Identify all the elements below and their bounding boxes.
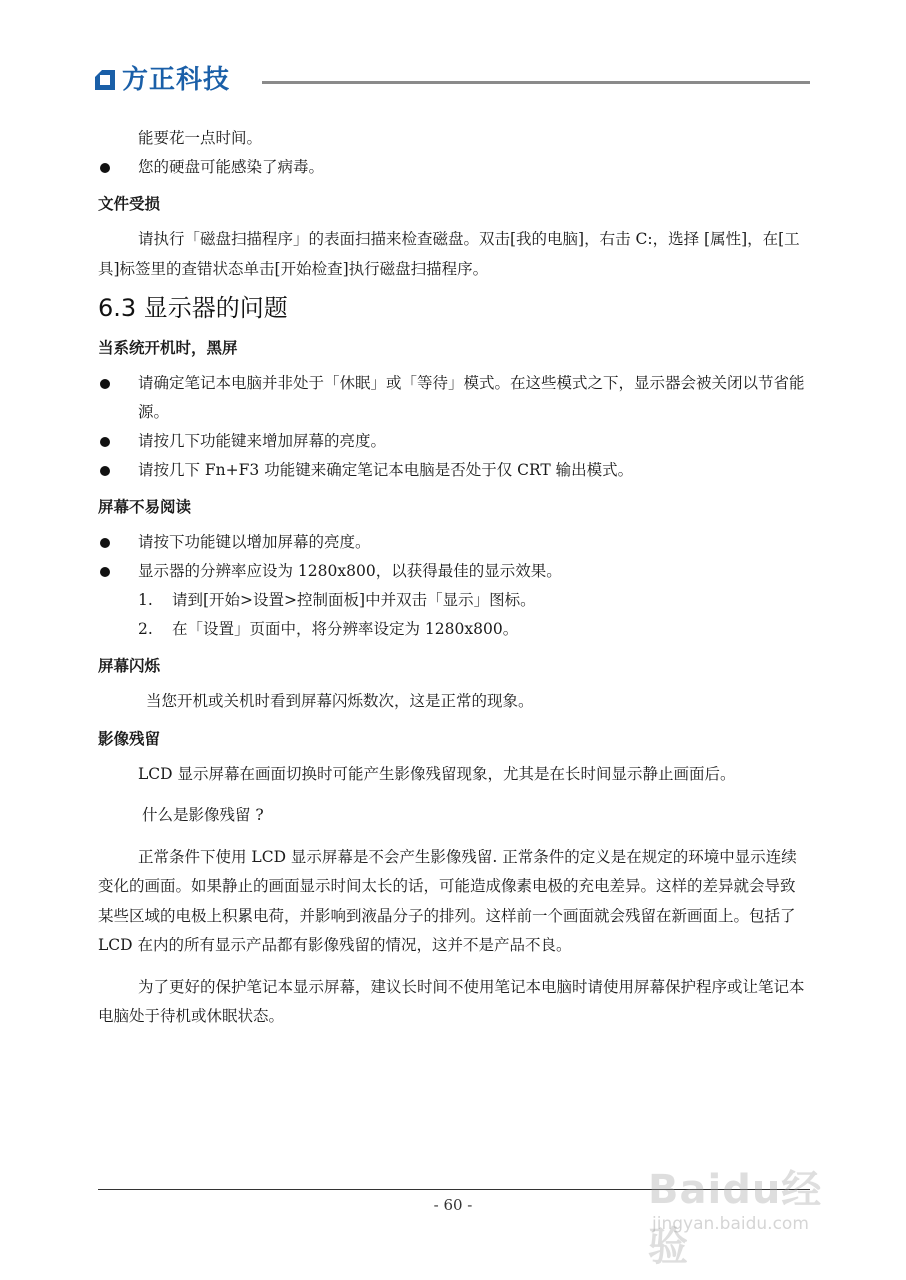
bullet-item: 请确定笔记本电脑并非处于「休眠」或「等待」模式。在这些模式之下，显示器会被关闭以节省能源。 — [98, 369, 810, 427]
bullet-dot — [100, 163, 110, 173]
founder-logo-icon — [92, 67, 118, 93]
footer-rule — [98, 1189, 810, 1190]
continued-line: 能要花一点时间。 — [138, 129, 263, 147]
numbered-step: 2. 在「设置」页面中，将分辨率设定为 1280x800。 — [138, 620, 519, 638]
heading-file-damaged: 文件受损 — [98, 195, 161, 213]
numbered-step: 1. 请到[开始>设置>控制面板]中并双击「显示」图标。 — [138, 591, 536, 609]
section-title: 6.3 显示器的问题 — [98, 294, 288, 322]
bullet-item: 请按几下功能键来增加屏幕的亮度。 — [98, 427, 810, 456]
watermark-url: jingyan.baidu.com — [652, 1214, 809, 1234]
heading-image-retention: 影像残留 — [98, 729, 161, 748]
heading-black-screen: 当系统开机时，黑屏 — [98, 339, 238, 357]
file-paragraph: 请执行「磁盘扫描程序」的表面扫描来检查磁盘。双击[我的电脑]，右击 C:，选择 [属性]，在[工具]标签里的查错状态单击[开始检查]执行磁盘扫描程序。 — [98, 230, 800, 278]
bullet-item: 请按下功能键以增加屏幕的亮度。 — [98, 528, 810, 557]
bullet-dot — [100, 538, 110, 548]
bullet-dot — [100, 379, 110, 389]
ghost-paragraph-1: LCD 显示屏幕在画面切换时可能产生影像残留现象，尤其是在长时间显示静止画面后。 — [138, 764, 736, 783]
watermark — [648, 1140, 858, 1270]
bullet-dot — [100, 437, 110, 447]
heading-unreadable: 屏幕不易阅读 — [98, 498, 192, 516]
bullet-item: 您的硬盘可能感染了病毒。 — [98, 153, 810, 182]
brand-name: 方正科技 — [122, 65, 231, 95]
bullet-dot — [100, 567, 110, 577]
bullet-dot — [100, 466, 110, 476]
header-rule — [262, 81, 810, 84]
ghost-paragraph-3: 为了更好的保护笔记本显示屏幕，建议长时间不使用笔记本电脑时请使用屏幕保护程序或让笔记本电脑处于待机或休眠状态。 — [98, 977, 805, 1025]
heading-flicker: 屏幕闪烁 — [98, 657, 161, 675]
page-number: - 60 - — [433, 1196, 473, 1214]
ghost-question: 什么是影像残留 ? — [142, 806, 264, 824]
bullet-item: 显示器的分辨率应设为 1280x800，以获得最佳的显示效果。 — [98, 557, 810, 586]
page-content — [98, 124, 810, 1032]
flicker-paragraph: 当您开机或关机时看到屏幕闪烁数次，这是正常的现象。 — [146, 692, 534, 710]
ghost-paragraph-2: 正常条件下使用 LCD 显示屏幕是不会产生影像残留. 正常条件的定义是在规定的环境中显示连续变化的画面。如果静止的画面显示时间太长的话，可能造成像素电极的充电差异。这样的差异就会导致某些区域的电极上积累电荷，并影响到液晶分子的排列。这样前一个画面就会残留在新画面上。包括了 LCD 在内的所有显示产品都有影像残留的情况，这并不是产品不良。 — [98, 847, 797, 954]
watermark-text: Baidu经验 — [648, 1167, 823, 1270]
page-header — [92, 62, 810, 102]
bullet-item: 请按几下 Fn+F3 功能键来确定笔记本电脑是否处于仅 CRT 输出模式。 — [98, 456, 810, 485]
